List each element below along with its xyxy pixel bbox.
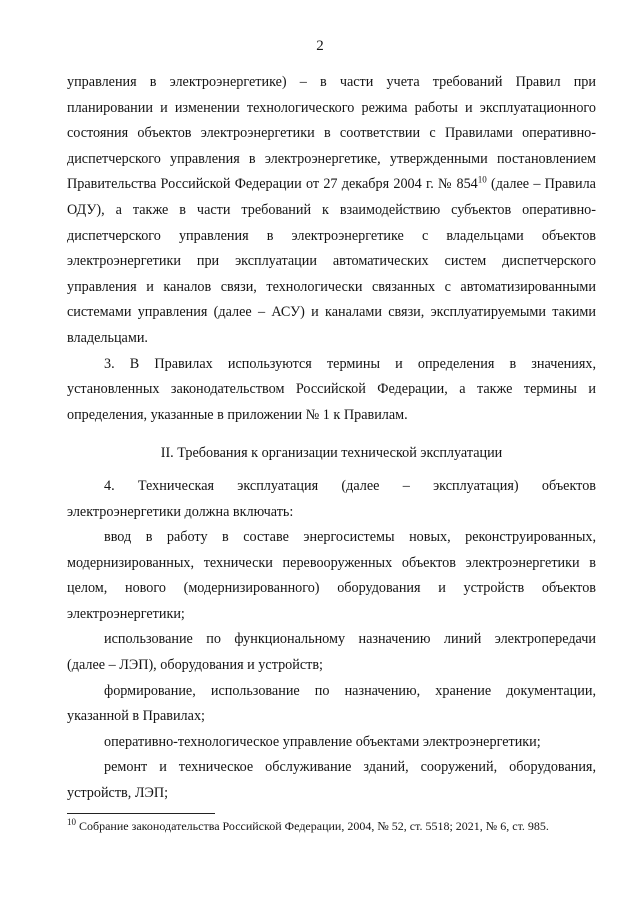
text-line: (далее – ЛЭП), оборудования и устройств; bbox=[67, 657, 323, 674]
text-line: установленных законодательством Российской Федерации, а также термины и bbox=[67, 381, 596, 398]
text-line: состояния объектов электроэнергетики в соответствии с Правилами оперативно- bbox=[67, 125, 596, 142]
text-line: использование по функциональному назначению линий электропередачи bbox=[104, 631, 596, 648]
footnote bbox=[67, 818, 607, 834]
text-line-segment: Правительства Российской Федерации от 27 декабря 2004 г. № 854 bbox=[67, 176, 478, 193]
text-line: диспетчерского управления в электроэнергетике, утвержденными постановлением bbox=[67, 150, 596, 167]
footnote-separator bbox=[67, 813, 215, 814]
document-body bbox=[67, 70, 596, 807]
text-line: указанной в Правилах; bbox=[67, 708, 205, 725]
text-line: 4. Техническая эксплуатация (далее – эксплуатация) объектов bbox=[104, 477, 596, 494]
text-line: ОДУ), а также в части требований к взаимодействию субъектов оперативно- bbox=[67, 201, 596, 218]
text-line: целом, нового (модернизированного) оборудования и устройств объектов bbox=[67, 580, 596, 597]
text-line: 3. В Правилах используются термины и определения в значениях, bbox=[104, 355, 596, 372]
text-line: управления в электроэнергетике) – в части учета требований Правил при bbox=[67, 74, 596, 90]
text-line: ввод в работу в составе энергосистемы новых, реконструированных, bbox=[104, 529, 596, 546]
text-line: электроэнергетики должна включать: bbox=[67, 503, 294, 520]
text-line: диспетчерского управления в электроэнергетике с владельцами объектов bbox=[67, 227, 596, 244]
section-heading: II. Требования к организации технической эксплуатации bbox=[160, 445, 503, 462]
footnote-text: Собрание законодательства Российской Федерации, 2004, № 52, ст. 5518; 2021, № 6, ст. 985. bbox=[76, 819, 549, 833]
text-line: электроэнергетики при эксплуатации автоматических систем диспетчерского bbox=[67, 253, 596, 270]
text-line-segment-tail: (далее – Правила bbox=[486, 176, 596, 193]
text-line: ремонт и техническое обслуживание зданий, сооружений, оборудования, bbox=[104, 759, 596, 776]
text-line-with-footnote-ref bbox=[67, 172, 596, 198]
text-line: оперативно-технологическое управление объектами электроэнергетики; bbox=[104, 733, 541, 750]
footnote-marker: 10 bbox=[67, 817, 76, 827]
text-line: управления и каналов связи, технологически связанных с автоматизированными bbox=[67, 278, 596, 295]
text-line: электроэнергетики; bbox=[67, 605, 185, 622]
text-line: планировании и изменении технологического режима работы и эксплуатационного bbox=[67, 99, 596, 116]
text-line: определения, указанные в приложении № 1 к Правилам. bbox=[67, 406, 408, 423]
text-line: системами управления (далее – АСУ) и каналами связи, эксплуатируемыми такими bbox=[67, 304, 596, 321]
text-line: владельцами. bbox=[67, 329, 148, 346]
footnote-reference: 10 bbox=[477, 174, 487, 185]
text-line: устройств, ЛЭП; bbox=[67, 785, 169, 802]
text-line: модернизированных, технически перевооруженных объектов электроэнергетики в bbox=[67, 554, 596, 571]
page-number: 2 bbox=[316, 38, 324, 54]
text-line: формирование, использование по назначению, хранение документации, bbox=[104, 682, 596, 699]
